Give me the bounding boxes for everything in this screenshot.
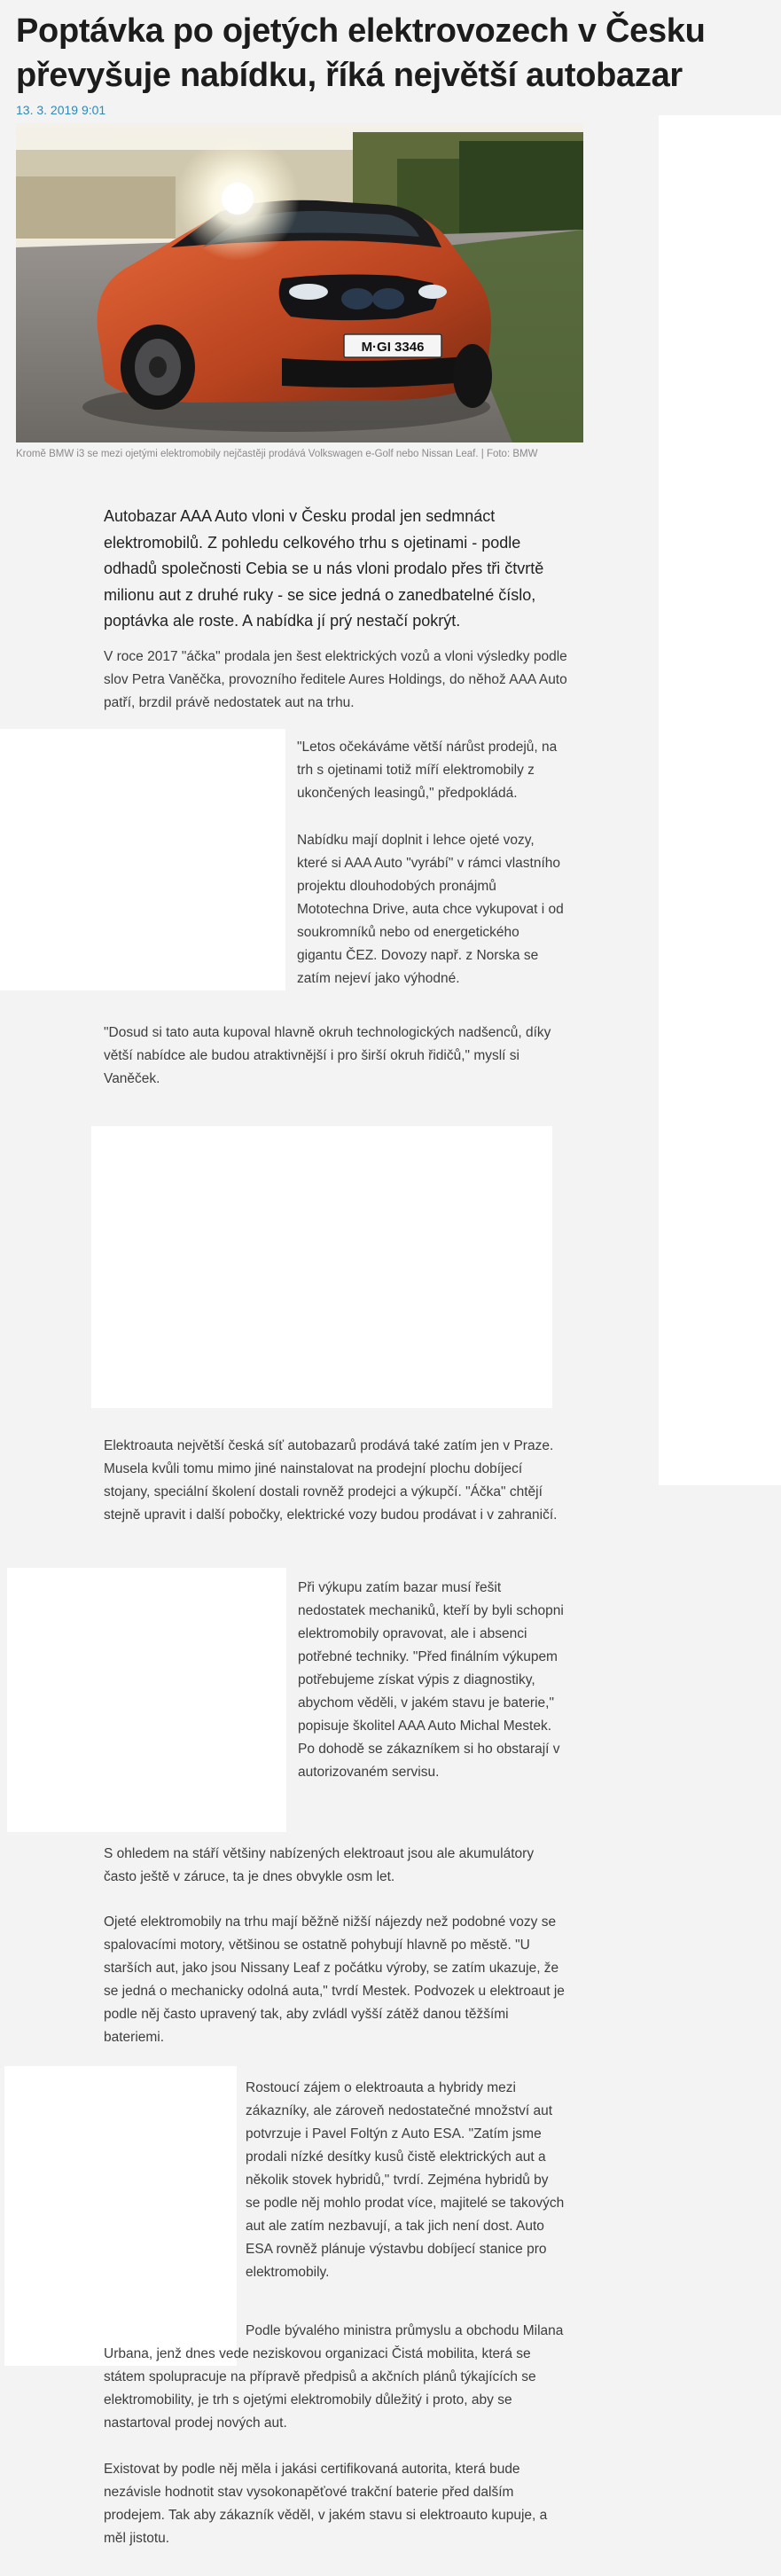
bmw-i3-photo xyxy=(16,123,583,442)
article-paragraph: Nabídku mají doplnit i lehce ojeté vozy, které si AAA Auto "vyrábí" v rámci vlastního projektu dlouhodobých pronájmů Mototechna Drive, auta chce vykupovat i od soukromníků nebo od energetického gigantu ČEZ. Dovozy např. z Norska se zatím nejeví jako výhodné. xyxy=(297,833,564,986)
article-paragraph: Podle bývalého ministra průmyslu a obchodu Milana Urbana, jenž dnes vede neziskovou organizaci Čistá mobilita, která se státem spolupracuje na přípravě předpisů a akčních plánů týkajících se elektromobility, je trh s ojetými elektromobily důležitý i proto, aby se nastartoval prodej nových aut. xyxy=(104,2323,564,2431)
article-paragraph: V roce 2017 "áčka" prodala jen šest elektrických vozů a vloni výsledky podle slov Petra Vaněčka, provozního ředitele Aures Holdings, do něhož AAA Auto patří, brzdil právě nedostatek aut na trhu. xyxy=(104,649,567,710)
hero-image[interactable] xyxy=(16,123,583,442)
article-title: Poptávka po ojetých elektrovozech v Česku převyšuje nabídku, říká největší autobazar xyxy=(16,12,706,94)
license-plate-text: M·GI 3346 xyxy=(361,340,425,355)
inline-ad-placeholder xyxy=(7,1568,286,1832)
video-ad-placeholder xyxy=(91,1126,552,1408)
article-paragraph: Při výkupu zatím bazar musí řešit nedostatek mechaniků, kteří by byli schopni elektromobily opravovat, ale i absenci potřebné techniky. "Před finálním výkupem potřebujeme získat výpis z diagnostiky, abychom věděli, v jakém stavu je baterie," popisuje školitel AAA Auto Michal Mestek. Po dohodě se zákazníkem si ho obstarají v autorizovaném servisu. xyxy=(298,1580,564,1780)
sidebar-ad-placeholder xyxy=(659,115,781,1485)
article-paragraph: "Letos očekáváme větší nárůst prodejů, na trh s ojetinami totiž míří elektromobily z ukončených leasingů," předpokládá. xyxy=(297,740,558,801)
article-paragraph: S ohledem na stáří většiny nabízených elektroaut jsou ale akumulátory často ještě v záruce, ta je dnes obvykle osm let. xyxy=(104,1846,535,1884)
article-paragraph: Rostoucí zájem o elektroauta a hybridy mezi zákazníky, ale zároveň nedostatečné množství aut potvrzuje i Pavel Foltýn z Auto ESA. "Zatím jsme prodali nízké desítky kusů čistě elektrických aut a několik stovek hybridů," tvrdí. Zejména hybridů by se podle něj mohlo prodat více, majitelé se takových aut ale zatím nezbavují, a tak jich není dost. Auto ESA rovněž plánuje výstavbu dobíjecí stanice pro elektromobily. xyxy=(246,2080,565,2280)
article-paragraph: Elektroauta největší česká síť autobazarů prodává také zatím jen v Praze. Musela kvůli tomu mimo jiné nainstalovat na prodejní plochu dobíjecí stojany, speciální školení dostali rovněž prodejci a výkupčí. "Áčka" chtějí stejně upravit i další pobočky, elektrické vozy budou prodávat i v zahraničí. xyxy=(104,1438,558,1523)
article-lead: Autobazar AAA Auto vloni v Česku prodal jen sedmnáct elektromobilů. Z pohledu celkového trhu s ojetinami - podle odhadů společnosti Cebia se u nás vloni prodalo přes tři čtvrtě milionu aut z druhé ruky - se sice jedná o zanedbatelné číslo, poptávka ale roste. A nabídka jí prý nestačí pokrýt. xyxy=(104,507,544,630)
inline-ad-placeholder xyxy=(0,729,285,990)
article-paragraph: Existovat by podle něj měla i jakási certifikovaná autorita, která bude nezávisle hodnotit stav vysokonapěťové trakční baterie před dalším prodejem. Tak aby zákazník věděl, v jakém stavu si elektroauto kupuje, a měl jistotu. xyxy=(104,2462,548,2546)
article-paragraph: "Dosud si tato auta kupoval hlavně okruh technologických nadšenců, díky větší nabídce ale budou atraktivnější i pro širší okruh řidičů," myslí si Vaněček. xyxy=(104,1025,551,1086)
article-paragraph: Ojeté elektromobily na trhu mají běžně nižší nájezdy než podobné vozy se spalovacími motory, většinou se ostatně pohybují hlavně po městě. "U starších aut, jako jsou Nissany Leaf z počátku výroby, se zatím ukazuje, že se jedná o mechanicky odolná auta," tvrdí Mestek. Podvozek u elektroaut je podle něj často upravený tak, aby zvládl vyšší zátěž danou těžšími bateriemi. xyxy=(104,1914,565,2045)
article-date: 13. 3. 2019 9:01 xyxy=(16,103,106,117)
image-caption: Kromě BMW i3 se mezi ojetými elektromobily nejčastěji prodává Volkswagen e-Golf nebo Nissan Leaf. | Foto: BMW xyxy=(16,449,538,459)
